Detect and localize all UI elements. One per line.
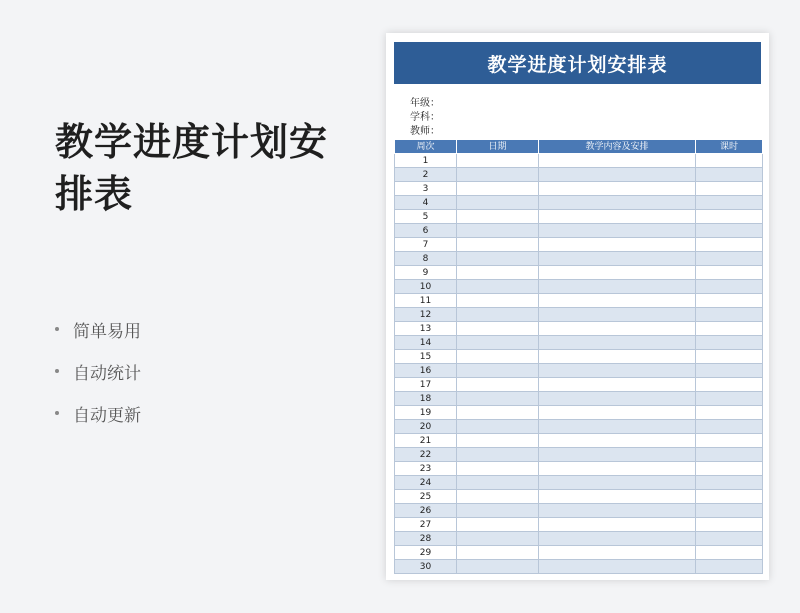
content-cell[interactable]: [539, 504, 696, 518]
grade-label: 年级：: [410, 98, 440, 109]
week-cell[interactable]: 22: [395, 448, 457, 462]
content-cell[interactable]: [539, 518, 696, 532]
table-row: [395, 532, 763, 546]
column-header-date: 日期: [457, 140, 539, 154]
table-row: [395, 490, 763, 504]
week-cell[interactable]: 2: [395, 168, 457, 182]
week-cell[interactable]: 11: [395, 294, 457, 308]
content-cell[interactable]: [539, 196, 696, 210]
content-cell[interactable]: [539, 490, 696, 504]
week-cell[interactable]: 1: [395, 154, 457, 168]
date-cell[interactable]: [457, 308, 539, 322]
content-cell[interactable]: [539, 350, 696, 364]
table-row: [395, 462, 763, 476]
date-cell[interactable]: [457, 294, 539, 308]
hours-cell[interactable]: [696, 154, 763, 168]
hours-cell[interactable]: [696, 336, 763, 350]
week-cell[interactable]: 23: [395, 462, 457, 476]
table-row: [395, 364, 763, 378]
table-row: [395, 546, 763, 560]
content-cell[interactable]: [539, 364, 696, 378]
content-cell[interactable]: [539, 252, 696, 266]
hours-cell[interactable]: [696, 224, 763, 238]
date-cell[interactable]: [457, 532, 539, 546]
table-row: [395, 336, 763, 350]
hours-cell[interactable]: [696, 392, 763, 406]
hours-cell[interactable]: [696, 406, 763, 420]
table-row: [395, 196, 763, 210]
week-cell[interactable]: 18: [395, 392, 457, 406]
table-row: [395, 392, 763, 406]
content-cell[interactable]: [539, 336, 696, 350]
table-row: [395, 224, 763, 238]
table-row: [395, 322, 763, 336]
hours-cell[interactable]: [696, 196, 763, 210]
hours-cell[interactable]: [696, 560, 763, 574]
week-cell[interactable]: 15: [395, 350, 457, 364]
content-cell[interactable]: [539, 280, 696, 294]
date-cell[interactable]: [457, 490, 539, 504]
date-cell[interactable]: [457, 546, 539, 560]
week-cell[interactable]: 8: [395, 252, 457, 266]
feature-list: [55, 308, 141, 434]
hours-cell[interactable]: [696, 322, 763, 336]
table-row: [395, 308, 763, 322]
content-cell[interactable]: [539, 392, 696, 406]
week-cell[interactable]: 24: [395, 476, 457, 490]
hours-cell[interactable]: [696, 448, 763, 462]
week-cell[interactable]: 21: [395, 434, 457, 448]
week-cell[interactable]: 13: [395, 322, 457, 336]
column-header-hours: 课时: [696, 140, 763, 154]
sheet-meta: [410, 97, 440, 139]
schedule-table: [394, 139, 763, 574]
hours-cell[interactable]: [696, 546, 763, 560]
content-cell[interactable]: [539, 560, 696, 574]
date-cell[interactable]: [457, 168, 539, 182]
feature-item: [55, 308, 141, 350]
week-cell[interactable]: 19: [395, 406, 457, 420]
content-cell[interactable]: [539, 476, 696, 490]
week-cell[interactable]: 28: [395, 532, 457, 546]
date-cell[interactable]: [457, 462, 539, 476]
week-cell[interactable]: 29: [395, 546, 457, 560]
bullet-icon: [55, 369, 59, 373]
date-cell[interactable]: [457, 392, 539, 406]
week-cell[interactable]: 10: [395, 280, 457, 294]
date-cell[interactable]: [457, 266, 539, 280]
date-cell[interactable]: [457, 350, 539, 364]
hours-cell[interactable]: [696, 378, 763, 392]
date-cell[interactable]: [457, 210, 539, 224]
date-cell[interactable]: [457, 238, 539, 252]
promo-title: 教学进度计划安排表: [55, 120, 329, 216]
week-cell[interactable]: 7: [395, 238, 457, 252]
table-row: [395, 154, 763, 168]
content-cell[interactable]: [539, 210, 696, 224]
hours-cell[interactable]: [696, 532, 763, 546]
date-cell[interactable]: [457, 196, 539, 210]
table-row: [395, 280, 763, 294]
content-cell[interactable]: [539, 546, 696, 560]
content-cell[interactable]: [539, 182, 696, 196]
table-row: [395, 182, 763, 196]
hours-cell[interactable]: [696, 518, 763, 532]
date-cell[interactable]: [457, 476, 539, 490]
date-cell[interactable]: [457, 504, 539, 518]
table-row: [395, 518, 763, 532]
hours-cell[interactable]: [696, 476, 763, 490]
feature-item: [55, 392, 141, 434]
content-cell[interactable]: [539, 462, 696, 476]
date-cell[interactable]: [457, 280, 539, 294]
content-cell[interactable]: [539, 238, 696, 252]
hours-cell[interactable]: [696, 182, 763, 196]
week-cell[interactable]: 20: [395, 420, 457, 434]
table-row: [395, 434, 763, 448]
feature-label: 简单易用: [73, 321, 141, 342]
column-header-week: 周次: [395, 140, 457, 154]
hours-cell[interactable]: [696, 280, 763, 294]
table-row: [395, 476, 763, 490]
week-cell[interactable]: 4: [395, 196, 457, 210]
date-cell[interactable]: [457, 182, 539, 196]
content-cell[interactable]: [539, 154, 696, 168]
content-cell[interactable]: [539, 420, 696, 434]
date-cell[interactable]: [457, 406, 539, 420]
content-cell[interactable]: [539, 266, 696, 280]
table-row: [395, 560, 763, 574]
hours-cell[interactable]: [696, 462, 763, 476]
date-cell[interactable]: [457, 322, 539, 336]
hours-cell[interactable]: [696, 504, 763, 518]
hours-cell[interactable]: [696, 420, 763, 434]
bullet-icon: [55, 411, 59, 415]
date-cell[interactable]: [457, 336, 539, 350]
hours-cell[interactable]: [696, 434, 763, 448]
hours-cell[interactable]: [696, 294, 763, 308]
table-row: [395, 294, 763, 308]
hours-cell[interactable]: [696, 266, 763, 280]
week-cell[interactable]: 6: [395, 224, 457, 238]
table-row: [395, 210, 763, 224]
table-row: [395, 350, 763, 364]
week-cell[interactable]: 30: [395, 560, 457, 574]
hours-cell[interactable]: [696, 238, 763, 252]
content-cell[interactable]: [539, 308, 696, 322]
week-cell[interactable]: 26: [395, 504, 457, 518]
table-row: [395, 238, 763, 252]
hours-cell[interactable]: [696, 490, 763, 504]
week-cell[interactable]: 27: [395, 518, 457, 532]
date-cell[interactable]: [457, 364, 539, 378]
table-row: [395, 378, 763, 392]
date-cell[interactable]: [457, 154, 539, 168]
table-row: [395, 420, 763, 434]
date-cell[interactable]: [457, 378, 539, 392]
bullet-icon: [55, 327, 59, 331]
feature-item: [55, 350, 141, 392]
hours-cell[interactable]: [696, 168, 763, 182]
table-row: [395, 504, 763, 518]
table-row: [395, 168, 763, 182]
date-cell[interactable]: [457, 518, 539, 532]
week-cell[interactable]: 16: [395, 364, 457, 378]
sheet-title: 教学进度计划安排表: [394, 42, 761, 84]
feature-label: 自动统计: [73, 363, 141, 384]
week-cell[interactable]: 14: [395, 336, 457, 350]
date-cell[interactable]: [457, 560, 539, 574]
content-cell[interactable]: [539, 294, 696, 308]
hours-cell[interactable]: [696, 308, 763, 322]
subject-label: 学科：: [410, 112, 440, 123]
week-cell[interactable]: 25: [395, 490, 457, 504]
content-cell[interactable]: [539, 378, 696, 392]
table-header-row: [395, 140, 763, 154]
hours-cell[interactable]: [696, 252, 763, 266]
week-cell[interactable]: 9: [395, 266, 457, 280]
date-cell[interactable]: [457, 420, 539, 434]
date-cell[interactable]: [457, 252, 539, 266]
date-cell[interactable]: [457, 448, 539, 462]
hours-cell[interactable]: [696, 350, 763, 364]
table-row: [395, 266, 763, 280]
week-cell[interactable]: 5: [395, 210, 457, 224]
content-cell[interactable]: [539, 406, 696, 420]
content-cell[interactable]: [539, 168, 696, 182]
content-cell[interactable]: [539, 224, 696, 238]
table-row: [395, 448, 763, 462]
week-cell[interactable]: 3: [395, 182, 457, 196]
feature-label: 自动更新: [73, 405, 141, 426]
week-cell[interactable]: 12: [395, 308, 457, 322]
hours-cell[interactable]: [696, 364, 763, 378]
table-row: [395, 406, 763, 420]
week-cell[interactable]: 17: [395, 378, 457, 392]
content-cell[interactable]: [539, 322, 696, 336]
date-cell[interactable]: [457, 224, 539, 238]
date-cell[interactable]: [457, 434, 539, 448]
table-row: [395, 252, 763, 266]
content-cell[interactable]: [539, 434, 696, 448]
content-cell[interactable]: [539, 532, 696, 546]
content-cell[interactable]: [539, 448, 696, 462]
hours-cell[interactable]: [696, 210, 763, 224]
column-header-content: 教学内容及安排: [539, 140, 696, 154]
spreadsheet-preview: [386, 33, 769, 580]
teacher-label: 教师：: [410, 126, 440, 137]
